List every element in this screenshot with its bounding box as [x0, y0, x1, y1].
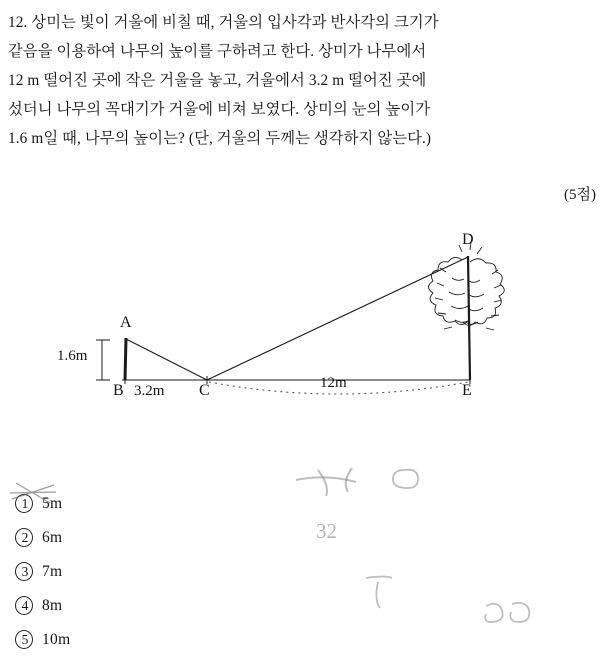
- question-line-3: 12 m 떨어진 곳에 작은 거울을 놓고, 거울에서 3.2 m 떨어진 곳에: [8, 72, 427, 89]
- segment-AB-person: [125, 338, 126, 380]
- label-distance-3-2m: 3.2m: [134, 383, 165, 399]
- question-points: (5점): [564, 187, 596, 203]
- choice-number-5: 5: [21, 632, 29, 647]
- choice-3[interactable]: [14, 555, 254, 589]
- choice-value-1: 5m: [42, 495, 63, 512]
- answer-choices: [14, 487, 254, 657]
- segment-DE-tree: [468, 256, 470, 380]
- choice-marker-2: [14, 529, 36, 547]
- choice-1[interactable]: [14, 487, 254, 521]
- choice-number-1: 1: [21, 496, 29, 511]
- pencil-note-32: 32: [316, 519, 337, 543]
- label-distance-12m: 12m: [320, 375, 347, 391]
- label-height-1-6m: 1.6m: [57, 348, 88, 364]
- question-line-4: 섰더니 나무의 꼭대기가 거울에 비쳐 보였다. 상미의 눈의 높이가: [8, 101, 431, 118]
- label-D: D: [462, 231, 474, 248]
- figure-svg: [0, 228, 603, 423]
- ray-C-to-D: [207, 257, 468, 380]
- choice-5[interactable]: [14, 623, 254, 657]
- choice-2[interactable]: [14, 521, 254, 555]
- question-text: [8, 8, 596, 153]
- choice-number-4: 4: [21, 598, 29, 613]
- choice-number-2: 2: [21, 530, 29, 545]
- geometry-figure: [0, 228, 603, 423]
- choice-number-3: 3: [21, 564, 29, 579]
- tree-foliage-icon: [429, 242, 505, 330]
- choice-marker-5: [14, 631, 36, 649]
- choice-marker-3: [14, 563, 36, 581]
- label-E: E: [462, 382, 472, 399]
- choice-marker-4: [14, 597, 36, 615]
- choice-value-5: 10m: [42, 631, 71, 648]
- question-line-1: 12. 상미는 빛이 거울에 비칠 때, 거울의 입사각과 반사각의 크기가: [8, 14, 439, 31]
- label-A: A: [120, 314, 132, 331]
- ray-A-to-C: [126, 339, 207, 380]
- label-C: C: [199, 382, 210, 399]
- choice-value-4: 8m: [42, 597, 63, 614]
- choice-4[interactable]: [14, 589, 254, 623]
- question-line-2: 같음을 이용하여 나무의 높이를 구하려고 한다. 상미가 나무에서: [8, 43, 427, 60]
- question-line-5: 1.6 m일 때, 나무의 높이는? (단, 거울의 두께는 생각하지 않는다.): [8, 130, 432, 147]
- choice-value-2: 6m: [42, 529, 63, 546]
- choice-marker-1: [14, 495, 36, 513]
- label-B: B: [113, 382, 124, 399]
- choice-value-3: 7m: [42, 563, 63, 580]
